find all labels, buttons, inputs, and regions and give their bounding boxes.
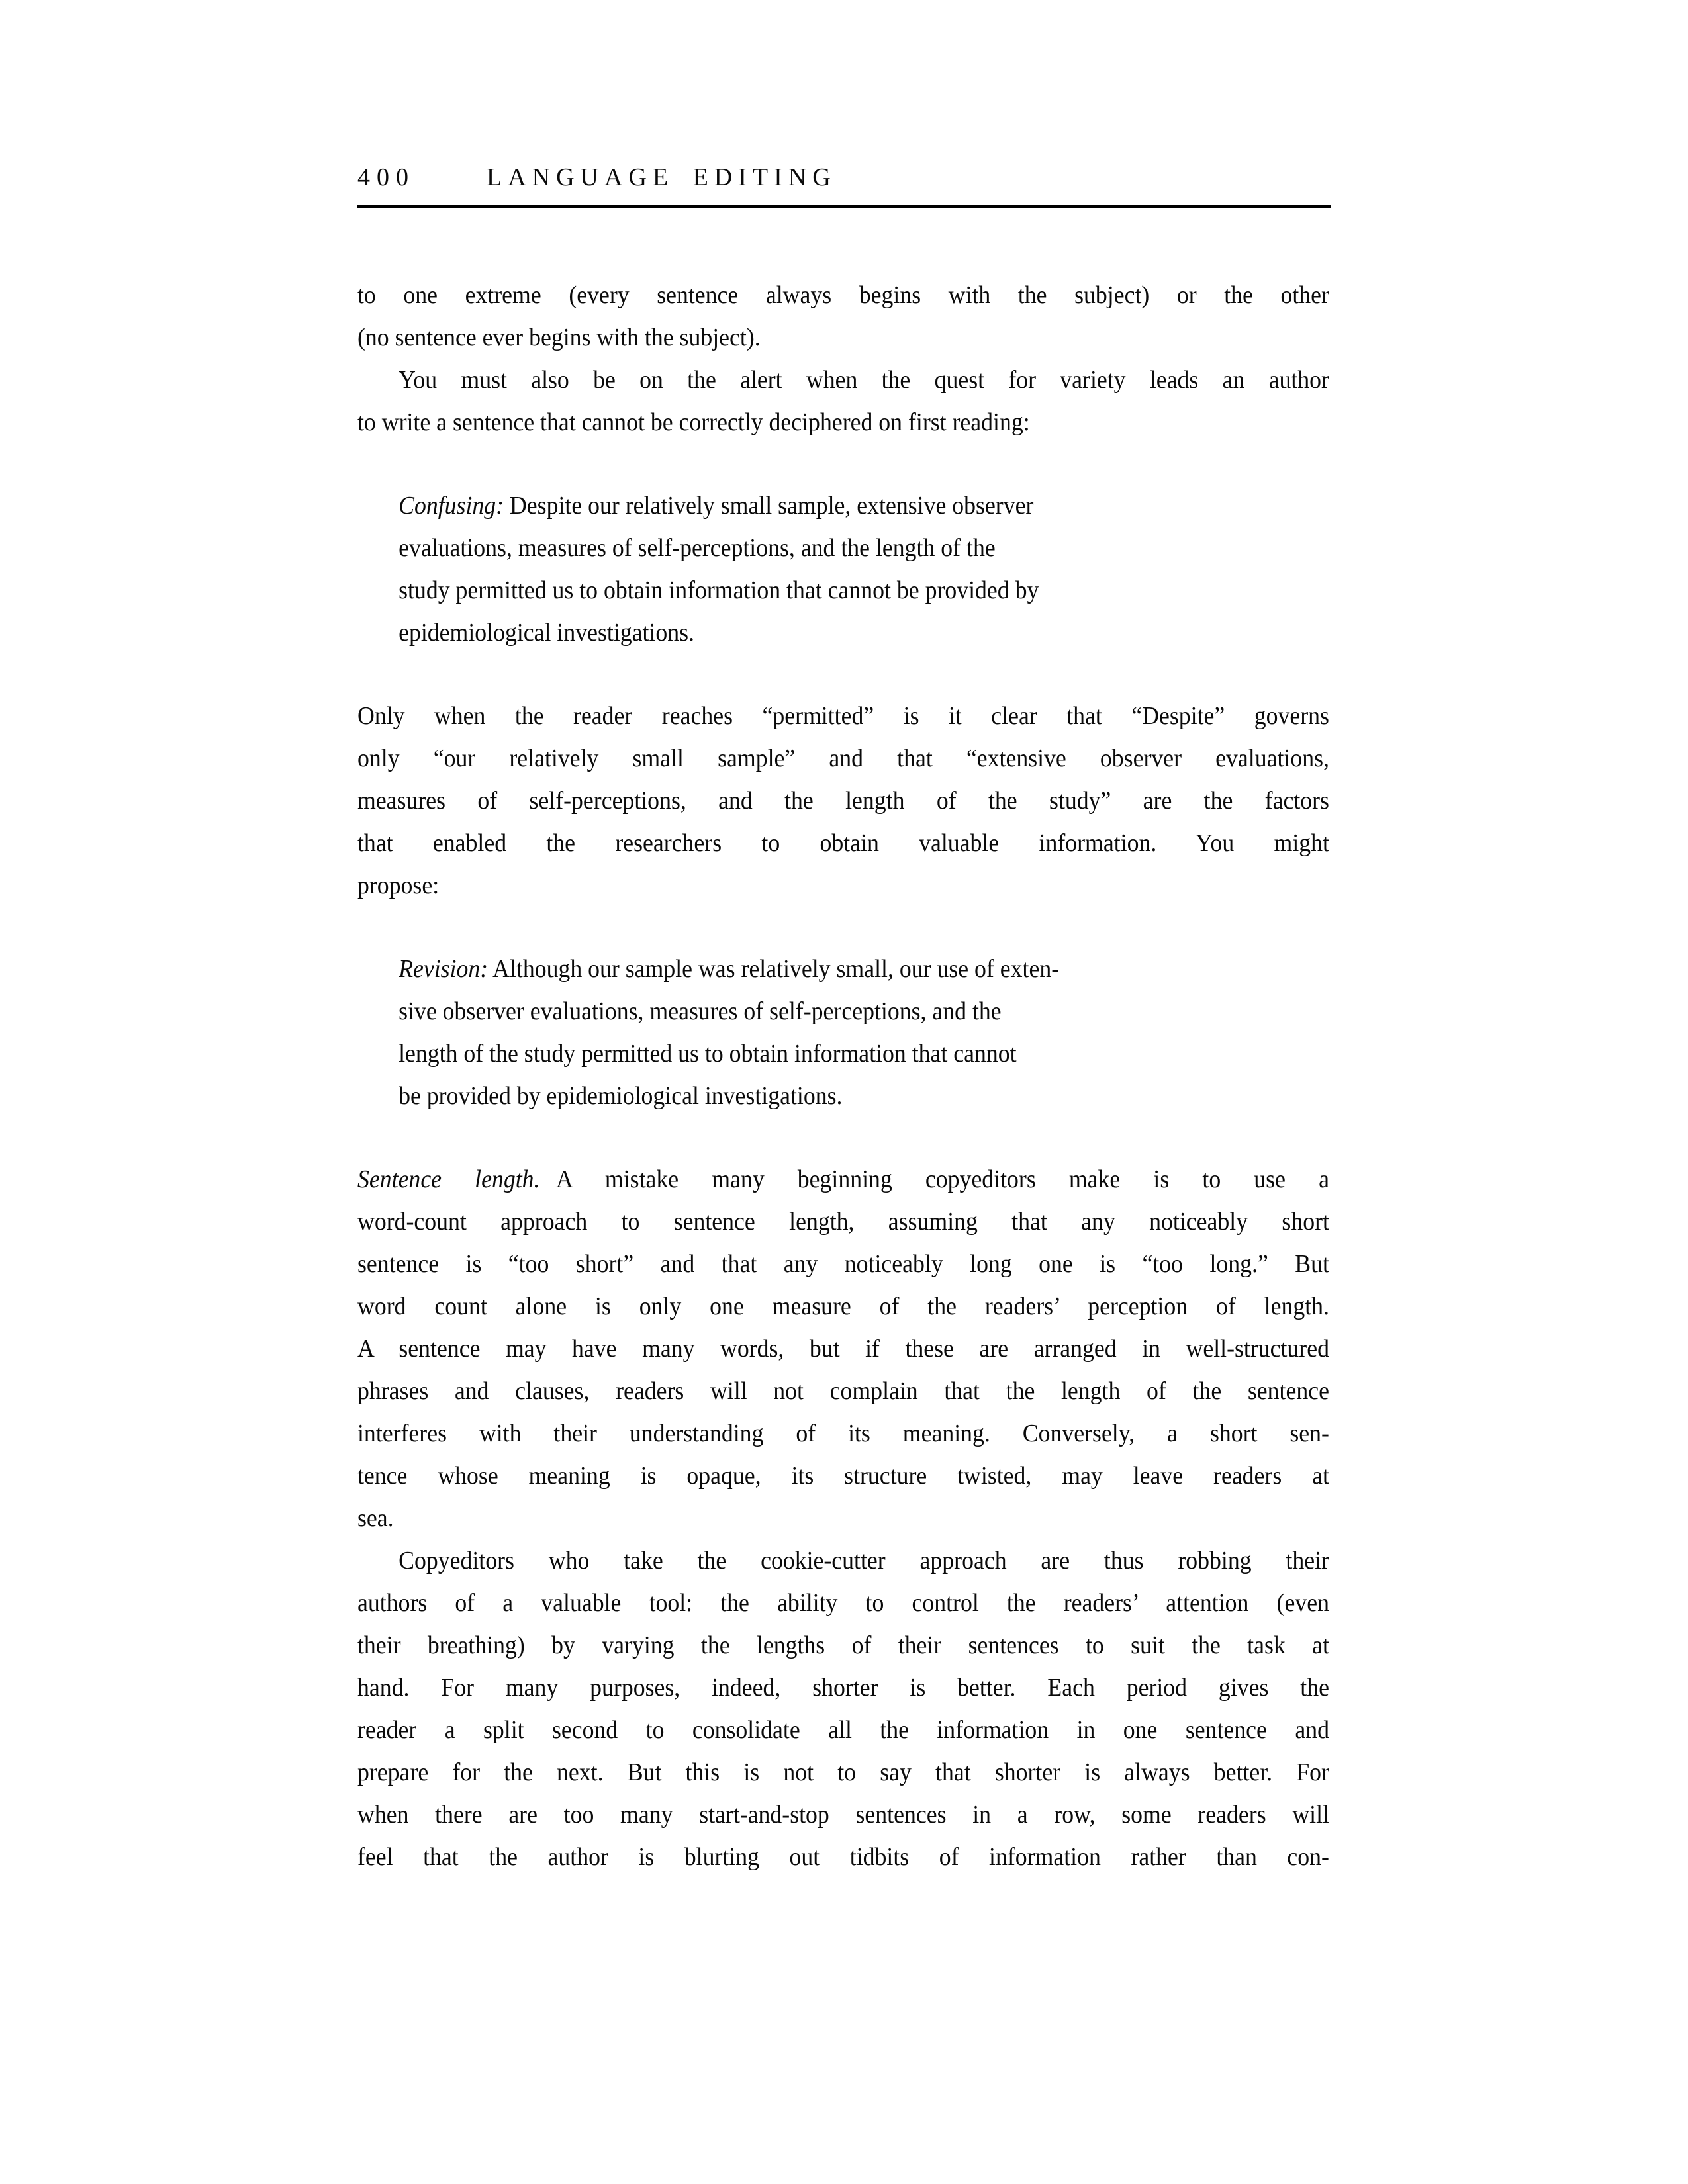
text-line: You must also be on the alert when the quest for variety leads an author (399, 366, 1329, 394)
paragraph-sentence-length (357, 1158, 1329, 1539)
body-column (357, 274, 1329, 1878)
text-line: tence whose meaning is opaque, its structure twisted, may leave readers at (357, 1462, 1329, 1490)
text-line (399, 948, 1329, 990)
text-line: to one extreme (every sentence always begins with the subject) or the other (357, 281, 1329, 309)
text-line (399, 484, 1329, 527)
paragraph-continuation (357, 274, 1329, 359)
text-line: their breathing) by varying the lengths of their sentences to suit the task at (357, 1631, 1329, 1659)
text-line: length of the study permitted us to obtain information that cannot (399, 1040, 1017, 1068)
text-line: Copyeditors who take the cookie-cutter approach are thus robbing their (399, 1547, 1329, 1574)
page-number: 400 (357, 163, 415, 191)
header-rule (357, 205, 1331, 208)
paragraph-first-line-text: A mistake many beginning copyeditors make is to use a (555, 1165, 1329, 1193)
text-line: Only when the reader reaches “permitted” is it clear that “Despite” governs (357, 702, 1329, 730)
extract-revision (399, 948, 1329, 1117)
text-line: reader a split second to consolidate all the information in one sentence and (357, 1716, 1329, 1744)
running-head: LANGUAGE EDITING (487, 163, 837, 191)
paragraph-cookie-cutter (357, 1539, 1329, 1878)
text-line: epidemiological investigations. (399, 619, 695, 647)
text-line: sentence is “too short” and that any noticeably long one is “too long.” But (357, 1250, 1329, 1278)
extract-first-line-text: Although our sample was relatively small, our use of exten- (492, 955, 1060, 983)
text-line: study permitted us to obtain information that cannot be provided by (399, 576, 1039, 604)
extract-label-confusing: Confusing: (399, 492, 504, 520)
text-line: only “our relatively small sample” and that “extensive observer evaluations, (357, 745, 1329, 772)
text-line: authors of a valuable tool: the ability to control the readers’ attention (even (357, 1589, 1329, 1617)
text-line: that enabled the researchers to obtain valuable information. You might (357, 829, 1329, 857)
text-line: evaluations, measures of self-perceptions, and the length of the (399, 534, 996, 562)
runin-heading-sentence-length: Sentence length. (357, 1165, 540, 1193)
text-line: phrases and clauses, readers will not complain that the length of the sentence (357, 1377, 1329, 1405)
text-line: A sentence may have many words, but if these are arranged in well-structured (357, 1335, 1329, 1363)
text-line: sive observer evaluations, measures of self-perceptions, and the (399, 997, 1002, 1025)
extract-label-revision: Revision: (399, 955, 489, 983)
paragraph-permitted-analysis (357, 695, 1329, 907)
page-header (357, 163, 837, 192)
text-line (357, 1158, 1329, 1201)
text-line: prepare for the next. But this is not to say that shorter is always better. For (357, 1758, 1329, 1786)
text-line: measures of self-perceptions, and the length of the study” are the factors (357, 787, 1329, 815)
text-line: hand. For many purposes, indeed, shorter is better. Each period gives the (357, 1674, 1329, 1702)
text-line: to write a sentence that cannot be correctly deciphered on first reading: (357, 408, 1030, 436)
text-line: interferes with their understanding of its meaning. Conversely, a short sen- (357, 1420, 1329, 1447)
paragraph-variety-alert (357, 359, 1329, 443)
extract-first-line-text: Despite our relatively small sample, extensive observer (509, 492, 1034, 520)
text-line: feel that the author is blurting out tidbits of information rather than con- (357, 1843, 1329, 1871)
text-line: word count alone is only one measure of the readers’ perception of length. (357, 1293, 1329, 1320)
text-line: propose: (357, 872, 440, 899)
text-line: when there are too many start-and-stop sentences in a row, some readers will (357, 1801, 1329, 1829)
extract-confusing (399, 484, 1329, 654)
text-line: (no sentence ever begins with the subject). (357, 324, 761, 351)
text-line: sea. (357, 1504, 394, 1532)
text-line: word-count approach to sentence length, assuming that any noticeably short (357, 1208, 1329, 1236)
text-line: be provided by epidemiological investigations. (399, 1082, 843, 1110)
